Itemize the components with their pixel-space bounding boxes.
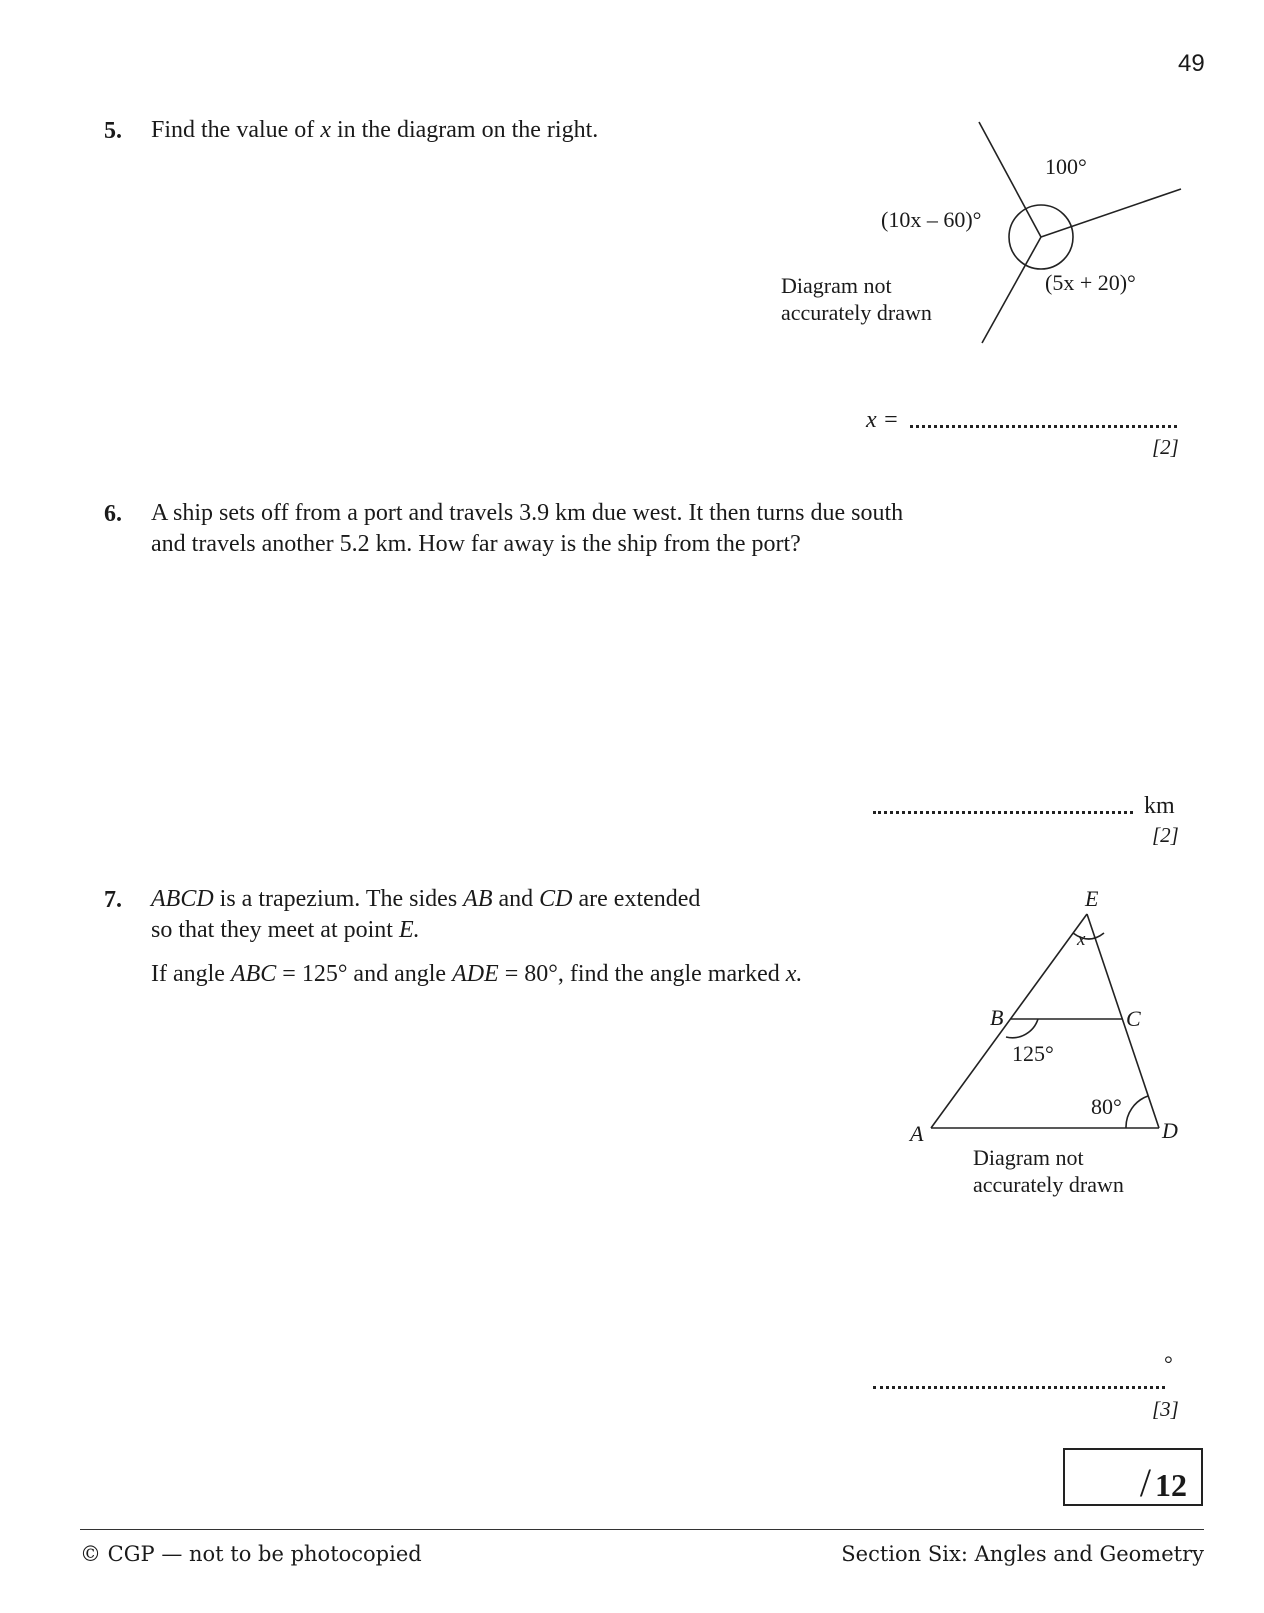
q7-ab: AB [463, 886, 493, 912]
q7-point-e: E. [398, 917, 420, 943]
q7-ade: ADE [452, 961, 499, 987]
question-5-number: 5. [104, 118, 122, 144]
q7-x: x. [785, 961, 803, 987]
q7-line1-f: are extended [572, 886, 701, 912]
score-slash: / [1139, 1460, 1151, 1505]
q5-text-pre: Find the value of [151, 117, 321, 143]
q5-diagram-note-line2: accurately drawn [781, 300, 932, 325]
score-box [1063, 1448, 1203, 1506]
q7-line3-a: If angle [151, 961, 231, 987]
q5-angle-top-label: 100° [1045, 154, 1087, 179]
q5-angle-left-label: (10x – 60)° [881, 207, 982, 232]
q7-angle-125-label: 125° [1012, 1041, 1054, 1066]
q7-answer-unit: ° [1164, 1351, 1173, 1376]
q7-vertex-d: D [1162, 1118, 1178, 1143]
q7-line3-c: = 125° and angle [276, 961, 453, 987]
q7-vertex-e: E [1085, 886, 1099, 911]
q7-vertex-a: A [910, 1121, 924, 1146]
question-7-number: 7. [104, 887, 122, 913]
q5-marks: [2] [1152, 435, 1179, 459]
q7-line2-a: so that they meet at point [151, 917, 399, 943]
q7-arc-80 [1126, 1096, 1148, 1128]
page-number: 49 [1178, 50, 1205, 77]
footer-section-title: Section Six: Angles and Geometry [841, 1542, 1204, 1566]
question-6-line2: and travels another 5.2 km. How far away is the ship from the port? [151, 531, 801, 557]
q7-side-ae [931, 914, 1087, 1128]
q7-abcd: ABCD [151, 886, 214, 912]
q7-vertex-c: C [1126, 1006, 1141, 1031]
q7-angle-80-label: 80° [1091, 1094, 1122, 1119]
question-6-number: 6. [104, 501, 122, 527]
q7-diagram-note-line2: accurately drawn [973, 1172, 1124, 1197]
q6-answer-unit: km [1144, 793, 1175, 819]
question-6-line1: A ship sets off from a port and travels 3.9 km due west. It then turns due south [151, 500, 904, 526]
q7-answer-field[interactable] [873, 1386, 1165, 1389]
q5-answer-prefix: x = [866, 407, 899, 433]
q6-marks: [2] [1152, 823, 1179, 847]
q7-line1-b: is a trapezium. The sides [213, 886, 464, 912]
q7-arc-125 [1006, 1019, 1038, 1038]
q7-diagram-note-line1: Diagram not [973, 1145, 1084, 1170]
q7-marks: [3] [1152, 1397, 1179, 1421]
q7-line3-e: = 80°, find the angle marked [498, 961, 786, 987]
q7-angle-x-label: x [1077, 929, 1086, 950]
score-total [1140, 1459, 1187, 1506]
score-total-value: 12 [1155, 1467, 1187, 1503]
q5-text-post: in the diagram on the right. [330, 117, 599, 143]
q7-line1-d: and [492, 886, 540, 912]
footer-copyright: © CGP — not to be photocopied [80, 1542, 422, 1566]
q7-cd: CD [539, 886, 573, 912]
q5-diagram-note-line1: Diagram not [781, 273, 892, 298]
q5-angle-bottom-label: (5x + 20)° [1045, 270, 1136, 295]
q7-abc: ABC [230, 961, 277, 987]
q5-text-var: x [320, 117, 331, 143]
q7-vertex-b: B [990, 1005, 1004, 1030]
footer-divider [80, 1529, 1204, 1530]
